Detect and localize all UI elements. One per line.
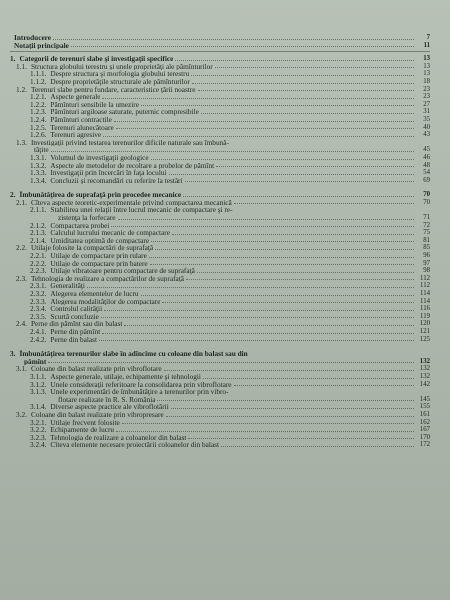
dot-leader <box>150 263 414 265</box>
toc-entry-page: 112 <box>420 274 430 282</box>
toc-entry-number: 3.2.4. <box>30 440 47 450</box>
dot-leader <box>188 437 414 439</box>
toc-entry-number: 2.4.1. <box>30 326 47 336</box>
toc-entry-number: 1.2.6. <box>30 130 47 140</box>
toc-entry-title: Terenuri agresive <box>50 131 102 139</box>
toc-entry-page: 43 <box>423 131 430 139</box>
toc-entry-number: 1.3.2. <box>30 160 47 170</box>
toc-entry <box>10 320 430 328</box>
toc-entry-page: 145 <box>419 395 430 403</box>
dot-leader <box>87 286 414 288</box>
toc-entry-title: zistenţa la forfecare <box>58 214 116 222</box>
dot-leader <box>51 150 414 152</box>
toc-entry-title: Despre proprietăţile structurale ale pămînturilor <box>50 77 190 86</box>
toc-entry-title: Utilaje de compactare prin batere <box>50 259 148 268</box>
toc-entry-title: Investigaţii prin încercări în faţa locului <box>50 169 167 177</box>
toc-entry-number: 1.1.2. <box>30 76 47 86</box>
toc-entry <box>10 313 430 321</box>
toc-entry-title: Aspecte ale metodelor de recoltare a probelor de pămînt <box>50 161 215 170</box>
toc-entry-number: 3.1.1. <box>30 371 47 381</box>
toc-entry-title: Îmbunătăţirea de suprafaţă prin procedee mecanice <box>19 191 182 199</box>
toc-entry-number: 2.2.3. <box>30 266 47 276</box>
toc-entry-number: 3.1.4. <box>30 402 47 412</box>
toc-entry-page: 132 <box>419 365 430 373</box>
dot-leader <box>157 399 414 401</box>
toc-entry-title: Categorii de terenuri slabe şi investigaţii specifice <box>19 55 174 63</box>
dot-leader <box>186 278 414 280</box>
toc-entry-page: 170 <box>419 433 430 441</box>
toc-entry <box>10 381 430 389</box>
toc-entry-number: 3.2. <box>16 409 27 419</box>
toc-entry <box>10 396 430 404</box>
toc-entry-number: 2.1.2. <box>30 220 47 230</box>
dot-leader <box>122 422 414 424</box>
toc-entry-title: Notaţii principale <box>14 41 69 50</box>
toc-entry <box>10 108 430 116</box>
toc-entry-title: Compactarea probei <box>50 221 110 230</box>
toc-entry-page: 112 <box>420 282 430 290</box>
toc-entry-number: 2.1.3. <box>30 228 47 238</box>
toc-entry-number: 3.2.1. <box>30 417 47 427</box>
toc-entry <box>10 350 430 358</box>
toc-entry-title: Alegerea elementelor de lucru <box>50 290 139 298</box>
toc-entry-title: Alegerea modalităţilor de compactare <box>50 297 161 306</box>
toc-entry-page: 98 <box>423 267 430 275</box>
toc-entry <box>10 298 430 306</box>
toc-entry <box>10 388 430 396</box>
toc-entry-title: Unele consideraţii referitoare la consolidarea prin vibroflotare <box>50 380 232 389</box>
toc-entry <box>10 222 430 230</box>
toc-entry-title: Unele experimentări de îmbunătăţire a terenurilor prin vibro- <box>50 388 229 396</box>
dot-leader <box>183 195 414 197</box>
toc-entry-title: Volumul de investigaţii geologice <box>50 153 149 162</box>
toc-entry-number: 2.4.2. <box>30 334 47 344</box>
toc-entry-number: 1.2.3. <box>30 107 47 117</box>
toc-entry-number: 2.3.5. <box>30 311 47 321</box>
toc-entry <box>10 282 430 290</box>
toc-entry-number: 1.2.4. <box>30 114 47 124</box>
toc-entry-number: 3. <box>10 349 16 359</box>
toc-entry-page: 125 <box>419 335 430 343</box>
section-gap <box>10 184 430 191</box>
toc-entry-page: 13 <box>423 62 430 70</box>
toc-entry-title: Aspecte generale, utilaje, echipamente şi tehnologii <box>50 372 201 381</box>
toc-entry-title: Perne din pămînt sau din balast <box>30 320 123 328</box>
dot-leader <box>198 89 414 91</box>
toc-entry <box>10 358 430 366</box>
toc-entry-number: 2.4. <box>16 319 27 329</box>
dot-leader <box>114 120 414 122</box>
toc-entry-page: 132 <box>419 357 430 365</box>
toc-entry-page: 81 <box>423 236 430 244</box>
toc-entry-title: Pămînturi contractile <box>50 115 112 124</box>
dot-leader <box>118 218 414 220</box>
toc-entry-title: Structura globului terestru şi unele proprietăţi ale pămînturilor <box>30 62 213 71</box>
toc-entry-page: 97 <box>423 259 430 267</box>
dot-leader <box>48 361 414 363</box>
toc-entry-page: 46 <box>423 153 430 161</box>
toc-entry <box>10 191 430 199</box>
section-rule <box>10 51 430 52</box>
dot-leader <box>191 74 414 76</box>
toc-entry <box>10 244 430 252</box>
toc-entry-page: 121 <box>419 327 430 335</box>
toc-entry-page: 27 <box>423 100 430 108</box>
dot-leader <box>53 38 414 40</box>
toc-entry-page: 13 <box>423 70 430 78</box>
toc-entry <box>10 42 430 50</box>
toc-entry-number: 2.2.1. <box>30 251 47 261</box>
toc-entry <box>10 328 430 336</box>
dot-leader <box>111 225 414 227</box>
dot-leader <box>162 301 414 303</box>
toc-entry-title: Diverse aspecte practice ale vibroflotării <box>50 403 169 411</box>
dot-leader <box>175 59 414 61</box>
toc-entry-title: Îmbunătăţirea terenurilor slabe în adîncime cu coloane din balast sau din <box>19 350 248 358</box>
toc-entry-title: Cîteva aspecte teoretic-experimentale privind compactarea mecanică <box>30 198 232 207</box>
dot-leader <box>102 332 414 334</box>
dot-leader <box>116 430 414 432</box>
toc-entry-number: 1.1.1. <box>30 69 47 79</box>
dot-leader <box>141 104 414 106</box>
toc-entry-page: 120 <box>419 320 430 328</box>
toc-entry <box>10 419 430 427</box>
toc-entry-number: 2.3.1. <box>30 281 47 291</box>
dot-leader <box>101 316 414 318</box>
toc-entry-page: 72 <box>423 221 430 229</box>
toc-entry-page: 167 <box>419 426 430 434</box>
dot-leader <box>155 248 414 250</box>
toc-entry <box>10 146 430 154</box>
toc-entry-number: 2.1.4. <box>30 235 47 245</box>
toc-entry <box>10 124 430 132</box>
dot-leader <box>234 384 414 386</box>
toc-entry-page: 23 <box>423 93 430 101</box>
toc-entry-number: 1. <box>10 54 16 64</box>
toc-entry-page: 142 <box>419 380 430 388</box>
toc-entry <box>10 441 430 449</box>
dot-leader <box>151 240 414 242</box>
toc-entry-page: 13 <box>423 55 430 63</box>
toc-entry-page: 23 <box>423 85 430 93</box>
toc-entry-page: 132 <box>419 372 430 380</box>
toc-entry-page: 114 <box>420 297 430 305</box>
toc-entry-number: 2.3.3. <box>30 296 47 306</box>
toc-entry-title: Perne din pămînt <box>50 327 101 336</box>
toc-entry-page: 96 <box>423 252 430 260</box>
dot-leader <box>99 339 414 341</box>
toc-entry-page: 18 <box>423 77 430 85</box>
toc-entry-number: 2.3.4. <box>30 304 47 314</box>
dot-leader <box>203 377 414 379</box>
toc-entry <box>10 116 430 124</box>
toc-entry-title: Utilaje vibratoare pentru compactare de suprafaţă <box>50 267 195 275</box>
toc-entry <box>10 93 430 101</box>
toc-entry <box>10 305 430 313</box>
toc-entry-title: pămînt <box>24 357 47 366</box>
toc-entry-number: 1.3. <box>16 137 27 147</box>
toc-entry-title: Utilaje frecvent folosite <box>50 418 120 427</box>
toc-entry-number: 1.2.2. <box>30 99 47 109</box>
toc-entry-title: Pămînturi argiloase saturate, puternic compresibile <box>50 108 199 116</box>
toc-entry <box>10 237 430 245</box>
toc-entry <box>10 275 430 283</box>
toc-entry-title: Terenuri slabe pentru fundare, caracteristice ţării noastre <box>30 85 196 94</box>
toc-entry-title: Tehnologia de realizare a compactărilor de suprafaţă <box>30 274 184 283</box>
toc-entry <box>10 70 430 78</box>
toc-entry-number: 3.1.2. <box>30 379 47 389</box>
toc-entry-number: 3.1.3. <box>30 387 47 397</box>
dot-leader <box>234 202 414 204</box>
toc-entry <box>10 177 430 185</box>
toc-entry <box>10 365 430 373</box>
toc-entry-number: 1.2. <box>16 84 27 94</box>
toc-entry <box>10 373 430 381</box>
toc-entry-page: 85 <box>423 244 430 252</box>
dot-leader <box>124 324 414 326</box>
toc-entry-page: 31 <box>423 108 430 116</box>
dot-leader <box>192 82 414 84</box>
toc-entry-title: Umiditatea optimă de compactare <box>50 236 150 245</box>
toc-entry-page: 48 <box>423 161 430 169</box>
toc-entry <box>10 426 430 434</box>
toc-entry-title: Controlul calităţii <box>50 305 103 313</box>
toc-entry <box>10 78 430 86</box>
toc-entry-number: 1.2.1. <box>30 92 47 102</box>
dot-leader <box>171 407 414 409</box>
toc-entry <box>10 131 430 139</box>
toc-entry-number: 1.2.5. <box>30 122 47 132</box>
toc-entry-page: 155 <box>419 403 430 411</box>
toc-entry <box>10 336 430 344</box>
toc-entry-page: 162 <box>419 418 430 426</box>
dot-leader <box>172 233 414 235</box>
toc-entry-page: 69 <box>423 176 430 184</box>
dot-leader <box>104 309 414 311</box>
toc-entry-page: 40 <box>423 123 430 131</box>
toc-entry-number: 3.2.3. <box>30 432 47 442</box>
toc-entry-number: 2.1. <box>16 197 27 207</box>
dot-leader <box>166 415 414 417</box>
toc-entry-title: Coloane din balast realizate prin vibroflotare <box>30 365 162 373</box>
toc-entry-number: 2.3. <box>16 273 27 283</box>
toc-entry-number: 2. <box>10 190 16 200</box>
toc-entry-title: Utilaje folosite la compactări de suprafaţă <box>30 244 154 253</box>
toc-entry <box>10 290 430 298</box>
toc-entry-page: 71 <box>423 214 430 222</box>
toc-entry-title: Aspecte generale <box>50 93 101 101</box>
toc-entry <box>10 229 430 237</box>
toc-entry-number: 2.2. <box>16 243 27 253</box>
toc-entry-number: 1.1. <box>16 61 27 71</box>
toc-entry <box>10 252 430 260</box>
dot-leader <box>102 97 414 99</box>
toc-entry <box>10 34 430 42</box>
dot-leader <box>221 445 414 447</box>
toc-entry-page: 119 <box>420 312 430 320</box>
toc-entry-title: Terenuri alunecătoare <box>50 123 114 132</box>
toc-entry <box>10 154 430 162</box>
toc-entry <box>10 169 430 177</box>
toc-entry-title: Pămînturi sensibile la umezire <box>50 100 139 109</box>
toc-entry-title: Introducere <box>14 34 52 42</box>
dot-leader <box>216 165 414 167</box>
toc-entry-title: Coloane din balast realizate prin vibropresare <box>30 410 164 419</box>
toc-entry-number: 2.1.1. <box>30 205 47 215</box>
dot-leader <box>197 271 414 273</box>
toc-entry-page: 172 <box>419 441 430 449</box>
toc-entry-title: Investigaţii privind testarea terenurilor dificile naturale sau îmbună- <box>30 138 229 147</box>
toc-entry <box>10 267 430 275</box>
dot-leader <box>164 369 414 371</box>
toc-entry <box>10 214 430 222</box>
toc-entry-page: 75 <box>423 229 430 237</box>
toc-entry-page: 54 <box>423 169 430 177</box>
toc-entry-page: 114 <box>420 290 430 297</box>
toc-entry <box>10 199 430 207</box>
toc-entry <box>10 434 430 442</box>
dot-leader <box>116 127 414 129</box>
toc-entry-number: 3.1. <box>16 364 27 374</box>
toc-entry <box>10 403 430 411</box>
toc-entry-title: Scurtă concluzie <box>50 312 99 321</box>
toc-entry-title: Calculul lucrului mecanic de compactare <box>50 229 170 237</box>
toc-entry <box>10 260 430 268</box>
toc-entry-page: 70 <box>423 191 430 199</box>
dot-leader <box>71 45 414 47</box>
dot-leader <box>201 112 414 114</box>
toc-entry <box>10 411 430 419</box>
toc-entry-title: Stabilirea unei relaţii între lucrul mecanic de compactare şi re- <box>50 206 233 215</box>
toc-entry-number: 1.3.3. <box>30 168 47 178</box>
toc-entry-page: 7 <box>426 34 430 41</box>
dot-leader <box>149 256 414 258</box>
toc-entry-title: Generalităţi <box>50 282 85 290</box>
toc-entry-page: 35 <box>423 115 430 123</box>
toc-entry <box>10 55 430 63</box>
dot-leader <box>185 180 414 182</box>
toc-entry-number: 1.3.4. <box>30 175 47 185</box>
toc-entry-title: Tehnologia de realizare a coloanelor din balast <box>50 433 187 442</box>
toc-entry <box>10 101 430 109</box>
dot-leader <box>141 294 414 296</box>
toc-entry-title: tăţite <box>34 146 49 154</box>
toc-entry-title: Cîteva elemente necesare proiectării coloanelor din balast <box>50 441 219 449</box>
table-of-contents <box>10 34 430 449</box>
toc-entry-page: 70 <box>423 198 430 206</box>
toc-entry-title: Despre structura şi morfologia globului terestru <box>50 70 190 78</box>
toc-entry-page: 45 <box>423 146 430 154</box>
dot-leader <box>169 173 414 175</box>
toc-entry-title: Utilaje de compactare prin rulare <box>50 252 147 260</box>
toc-entry <box>10 63 430 71</box>
section-gap <box>10 343 430 350</box>
toc-entry-title: Perne din balast <box>50 335 98 344</box>
toc-entry-number: 3.2.2. <box>30 425 47 435</box>
toc-entry-title: flotare realizate în R. S. România <box>58 395 156 404</box>
toc-entry <box>10 162 430 170</box>
toc-entry-number: 2.2.2. <box>30 258 47 268</box>
toc-entry-number: 2.3.2. <box>30 289 47 298</box>
toc-entry-title: Concluzii şi recomandări cu referire la testări <box>50 176 183 185</box>
dot-leader <box>103 135 414 137</box>
toc-entry-page: 161 <box>419 410 430 418</box>
toc-entry-page: 116 <box>420 305 430 313</box>
toc-entry-page: 11 <box>423 41 430 49</box>
toc-entry-number: 1.3.1. <box>30 152 47 162</box>
dot-leader <box>215 66 414 68</box>
toc-entry <box>10 206 430 214</box>
dot-leader <box>151 158 414 160</box>
toc-entry <box>10 86 430 94</box>
toc-entry-title: Echipamente de lucru <box>50 426 115 434</box>
toc-entry <box>10 139 430 147</box>
